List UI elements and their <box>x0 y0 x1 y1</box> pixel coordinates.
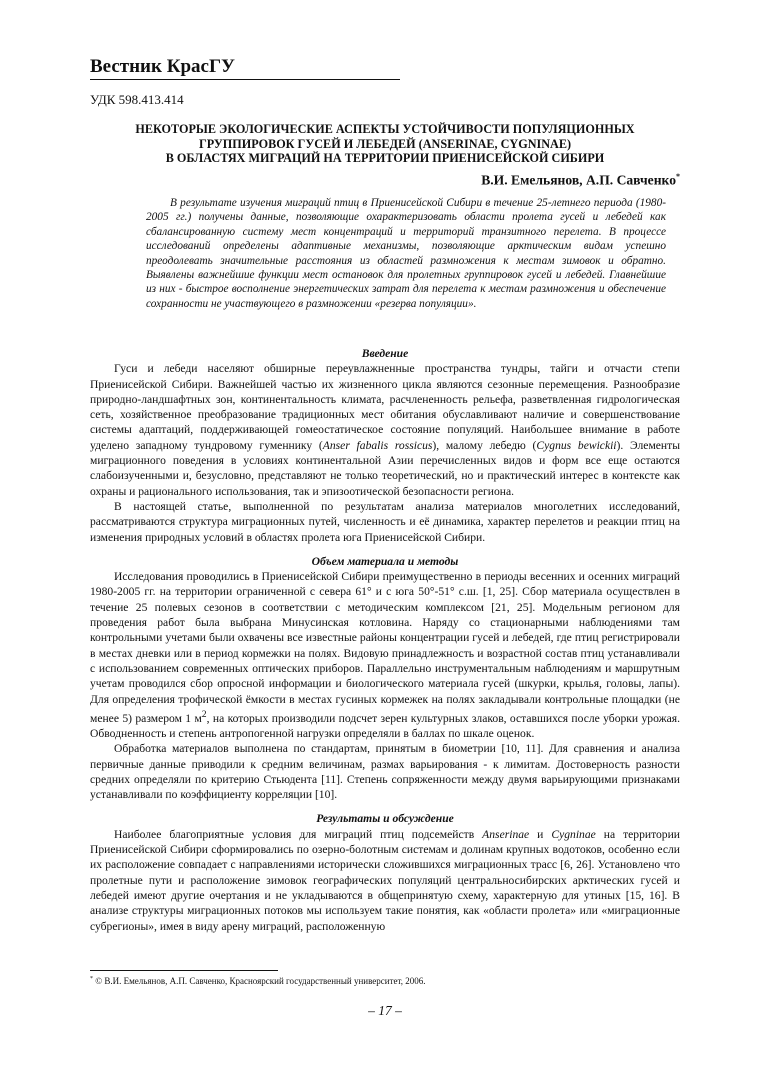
paragraph: Обработка материалов выполнена по стандартам, принятым в биометрии [10, 11]. Для сравнения и анализа первичные данные приводили к средним величинам, размах варьирования - к лимитам. Достоверность разности средних определяли по критерию Стьюдента [11]. Степень сопряженности между двумя варьирующими признаками устанавливали по коэффициенту корреляции [10]. <box>90 742 680 802</box>
paragraph <box>90 361 680 499</box>
text-run: ), малому лебедю ( <box>432 438 537 452</box>
taxon-name: Cygninae <box>551 827 596 841</box>
text-run: Гуси и лебеди населяют обширные переувлажненные пространства тундры, тайги и отчасти степи Приенисейской Сибири. Важнейшей частью их жизненного цикла являются сезонные перемещения. Разнообразие природно-ландшафтных зон, континентальность климата, расчлененность рельефа, разветвленная гидрологическая сеть, хозяйственное преобразование традиционных мест обитания обуславливают наличие и совершенствование системы адаптаций, поддерживающей гомеостатическое состояние популяций. Наибольшее внимание в работе уделено западному тундровому гуменнику ( <box>90 362 680 452</box>
paragraph <box>90 569 680 741</box>
footnote-text: © В.И. Емельянов, А.П. Савченко, Красноярский государственный университет, 2006. <box>95 976 426 986</box>
authors-line <box>481 172 680 189</box>
authors: В.И. Емельянов, А.П. Савченко <box>481 172 676 188</box>
udk-code: УДК 598.413.414 <box>90 92 184 107</box>
journal-title-rule <box>90 79 400 80</box>
species-name: Anser fabalis rossicus <box>322 438 433 452</box>
section-heading-introduction: Введение <box>361 347 409 360</box>
text-run: Исследования проводились в Приенисейской Сибири преимущественно в периоды весенних и осенних миграций 1980-2005 гг. на территории ограниченной с севера 61° и с юга 50°-51° с.ш. [1, 25]. Сбор материала осуществлен в течение 25 полевых сезонов в соответствии с методическим комплексом [21, 25]. Модельным регионом для проведения работ была выбрана Минусинская котловина. Наряду со стационарными наблюдениями там контрольными учетами были охвачены все известные районы концентрации гусей и лебедей, где птиц регистрировали в местах дневки или в период кормежки на полях. Видовую принадлежность и возрастной состав птиц устанавливали с использованием современных оптических приборов. Параллельно инструментальным наблюдениям и маршрутным учетам проводился сбор опросной информации и биологического материала гусей (шкурки, крылья, головы, лапы). Для определения трофической ёмкости в местах гусиных кормежек на полях закладывали контрольные площадки (не менее 5) размером 1 м <box>90 570 680 725</box>
superscript: 2 <box>201 708 207 720</box>
paragraph <box>90 827 680 934</box>
title-line: ГРУППИРОВОК ГУСЕЙ И ЛЕБЕДЕЙ (ANSERINAE, CYGNINAE) <box>198 136 572 151</box>
footnote-mark: * <box>676 172 680 181</box>
text-run: и <box>529 827 552 841</box>
text-run: , на которых производили подсчет зерен культурных злаков, оставшихся после уборки урожая. Обводненность и степень антропогенной нагрузки определяли в баллах по шкале оценок. <box>90 711 680 740</box>
abstract-text: В результате изучения миграций птиц в Приенисейской Сибири в течение 25-летнего периода (1980-2005 гг.) получены данные, позволяющие охарактеризовать области пролета гусей и лебедей как сбалансированную систему мест концентраций и территорий транзитного перелета. В процессе исследований определены адаптивные механизмы, позволяющие арктическим видам успешно преодолевать значительные расстояния из областей размножения к местам зимовок и обратно. Выявлены важнейшие функции мест остановок для пролетных группировок гусей и лебедей. Главнейшие из них - быстрое восполнение энергетических затрат для перелета к местам размножения и обеспечение сохранности не участвующего в размножении «резерва популяции». <box>146 197 666 310</box>
footnote-rule <box>90 970 278 971</box>
text-run: на территории Приенисейской Сибири сформировались по озерно-болотным системам и долинам крупных водотоков, особенно если их расположение совпадает с направлениями исторически сложившихся миграционных трасс [6, 26]. Установлено что пролетные пути и расположение зимовок географических популяций центральносибирских арктических гусей и лебедей имеют другие очертания и не укладываются в общепринятую схему, характерную для утиных [15, 16]. В анализе структуры миграционных потоков мы используем такие понятия, как «области пролета» или «миграционные субрегионы», имея в виду арену миграций, расположенную <box>90 827 681 933</box>
page-number: – 17 – <box>368 1003 402 1018</box>
section-heading-methods: Объем материала и методы <box>311 554 459 568</box>
article-page <box>90 0 680 1080</box>
footnote <box>90 976 426 986</box>
abstract <box>146 196 666 311</box>
section-heading-results: Результаты и обсуждение <box>316 812 454 826</box>
title-line: В ОБЛАСТЯХ МИГРАЦИЙ НА ТЕРРИТОРИИ ПРИЕНИСЕЙСКОЙ СИБИРИ <box>165 151 605 165</box>
paragraph: В настоящей статье, выполненной по результатам анализа материалов многолетних исследований, рассматриваются структура миграционных путей, численность и её динамика, характер перелетов и реакции птиц на изменения природных условий в областях пролета юга Приенисейской Сибири. <box>90 499 680 544</box>
article-title <box>90 122 680 166</box>
article-body <box>90 346 680 934</box>
text-run: Наиболее благоприятные условия для миграций птиц подсемейств <box>114 827 483 841</box>
journal-title: Вестник КрасГУ <box>90 56 236 77</box>
taxon-name: Anserinae <box>482 827 530 841</box>
species-name: Cygnus bewickii <box>536 438 617 452</box>
text-run: ). Элементы миграционного поведения в условиях континентальной Азии перечисленных видов и форм все еще остаются слабоизученными и, безусловно, представляют не только теоретический, но и практический интерес в контексте как охраны и рационального использования, так и эпизоотической безопасности региона. <box>90 438 680 498</box>
title-line: НЕКОТОРЫЕ ЭКОЛОГИЧЕСКИЕ АСПЕКТЫ УСТОЙЧИВОСТИ ПОПУЛЯЦИОННЫХ <box>135 122 635 136</box>
footnote-mark: * <box>90 976 93 982</box>
